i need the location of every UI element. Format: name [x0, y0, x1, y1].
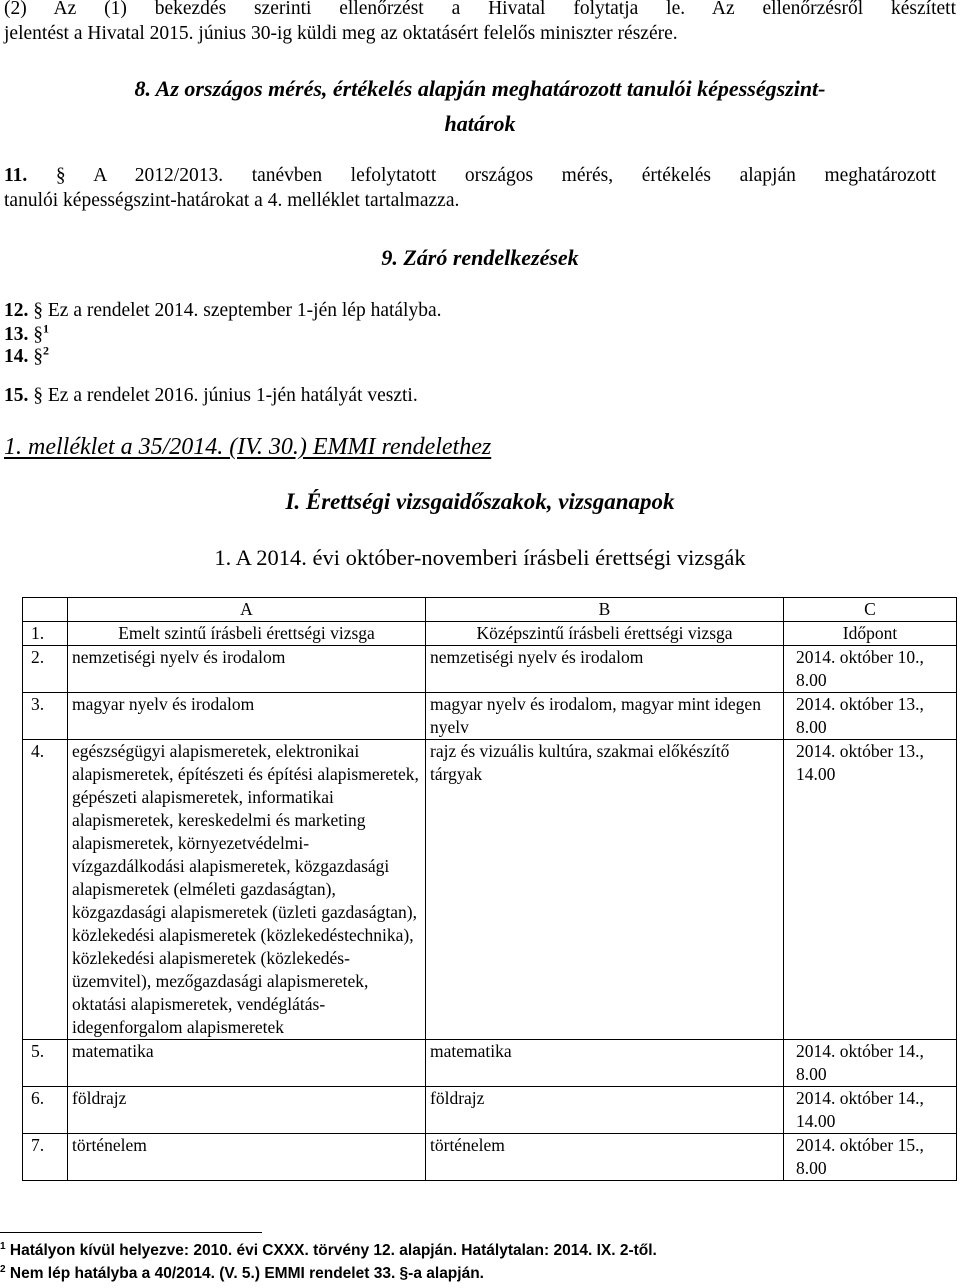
cell-intermediate: magyar nyelv és irodalom, magyar mint idegen nyelv — [426, 693, 784, 740]
table-row — [23, 693, 957, 740]
row-number: 7. — [23, 1134, 68, 1181]
cell-time: 2014. október 15., 8.00 — [784, 1134, 957, 1181]
cell-time: 2014. október 10., 8.00 — [784, 646, 957, 693]
cell-advanced: egészségügyi alapismeretek, elektronikai alapismeretek, építészeti és építési alapismeretek, gépészeti alapismeretek, informatikai alapismeretek, kereskedelmi és marketing alapismeretek, környezetvédelmi- vízgazdálkodási alapismeretek, közgazdasági alapismeretek (elméleti gazdaságtan), közgazdasági alapismeretek (üzleti gazdaságtan), közlekedési alapismeretek (közlekedéstechnika), közlekedési alapismeretek (közlekedés-üzemvitel), mezőgazdasági alapismeretek, oktatási alapismeretek, vendéglátás-idegenforgalom alapismeretek — [68, 740, 426, 1040]
row-number: 5. — [23, 1040, 68, 1087]
para-number: 15. — [4, 385, 29, 406]
footnote-ref[interactable]: 2 — [43, 343, 49, 358]
footnote-mark: 2 — [0, 1263, 6, 1275]
intro-line-2: jelentést a Hivatal 2015. június 30-ig küldi meg az oktatásért felelős miniszter részére. — [4, 23, 678, 44]
cell-advanced: nemzetiségi nyelv és irodalom — [68, 646, 426, 693]
table-row — [23, 1087, 957, 1134]
para-sign: § — [33, 324, 43, 345]
footnote-divider — [0, 1232, 262, 1233]
footnote-text: Hatályon kívül helyezve: 2010. évi CXXX. törvény 12. alapján. Hatálytalan: 2014. IX. 2-től. — [9, 1242, 657, 1259]
row-number: 2. — [23, 646, 68, 693]
exam-heading: 1. A 2014. évi október-novemberi írásbeli érettségi vizsgák — [214, 545, 746, 570]
row-number: 3. — [23, 693, 68, 740]
section-8-heading — [0, 72, 960, 105]
table-row — [23, 1134, 957, 1181]
column-header-advanced: Emelt szintű írásbeli érettségi vizsga — [68, 622, 426, 646]
section-8-title-line-1: Az országos mérés, értékelés alapján meghatározott tanulói képességszint- — [155, 76, 826, 101]
chapter-heading: I. Érettségi vizsgaidőszakok, vizsganapok — [285, 489, 675, 514]
cell-intermediate: történelem — [426, 1134, 784, 1181]
para-14 — [4, 343, 49, 368]
footnote-text: Nem lép hatályba a 40/2014. (V. 5.) EMMI rendelet 33. §-a alapján. — [9, 1265, 484, 1282]
para-text: Ez a rendelet 2014. szeptember 1-jén lép hatályba. — [47, 300, 442, 321]
row-number: 1. — [23, 622, 68, 646]
para-sign: § — [33, 385, 43, 406]
table-column-letters — [23, 598, 957, 622]
para-sign: § — [33, 346, 43, 367]
para-number: 13. — [4, 324, 29, 345]
para-15 — [4, 385, 418, 407]
footnote-2 — [0, 1264, 484, 1284]
cell-time: 2014. október 14., 14.00 — [784, 1087, 957, 1134]
table-header-row — [23, 622, 957, 646]
footnote-1 — [0, 1241, 657, 1261]
table-row — [23, 646, 957, 693]
cell-advanced: matematika — [68, 1040, 426, 1087]
para-text: Ez a rendelet 2016. június 1-jén hatályát veszti. — [47, 385, 418, 406]
table-row — [23, 740, 957, 1040]
cell-time: 2014. október 13., 14.00 — [784, 740, 957, 1040]
cell-advanced: magyar nyelv és irodalom — [68, 693, 426, 740]
column-header-intermediate: Középszintű írásbeli érettségi vizsga — [426, 622, 784, 646]
column-letter: C — [784, 598, 957, 622]
section-8-number: 8. — [134, 76, 151, 101]
cell-intermediate: nemzetiségi nyelv és irodalom — [426, 646, 784, 693]
para-11-text-1: A 2012/2013. tanévben lefolytatott országos mérés, értékelés alapján meghatározott — [93, 165, 937, 186]
column-letter: A — [68, 598, 426, 622]
cell-time: 2014. október 13., 8.00 — [784, 693, 957, 740]
section-8-title-line-2: határok — [444, 111, 516, 136]
row-number: 4. — [23, 740, 68, 1040]
row-number: 6. — [23, 1087, 68, 1134]
para-11-line-1 — [4, 164, 936, 188]
para-11-line-2: tanulói képességszint-határokat a 4. melléklet tartalmazza. — [4, 190, 460, 211]
para-sign: § — [33, 300, 43, 321]
exam-table — [22, 597, 957, 1181]
column-letter: B — [426, 598, 784, 622]
cell-time: 2014. október 14., 8.00 — [784, 1040, 957, 1087]
para-number: 12. — [4, 300, 29, 321]
cell-advanced: földrajz — [68, 1087, 426, 1134]
footnote-ref[interactable]: 1 — [43, 321, 49, 336]
cell-intermediate: rajz és vizuális kultúra, szakmai előkészítő tárgyak — [426, 740, 784, 1040]
cell-intermediate: földrajz — [426, 1087, 784, 1134]
annex-heading: 1. melléklet a 35/2014. (IV. 30.) EMMI rendelethez — [4, 434, 492, 460]
cell-intermediate: matematika — [426, 1040, 784, 1087]
cell-advanced: történelem — [68, 1134, 426, 1181]
para-11-number: 11. — [4, 165, 28, 186]
section-9-heading: 9. Záró rendelkezések — [381, 245, 579, 270]
footnote-mark: 1 — [0, 1240, 6, 1252]
table-cell — [23, 598, 68, 622]
para-11-sign: § — [55, 165, 66, 186]
table-row — [23, 1040, 957, 1087]
column-header-time: Időpont — [784, 622, 957, 646]
para-12 — [4, 300, 442, 322]
intro-line-1: (2) Az (1) bekezdés szerinti ellenőrzést a Hivatal folytatja le. Az ellenőrzésről készített — [4, 0, 956, 19]
para-number: 14. — [4, 346, 29, 367]
